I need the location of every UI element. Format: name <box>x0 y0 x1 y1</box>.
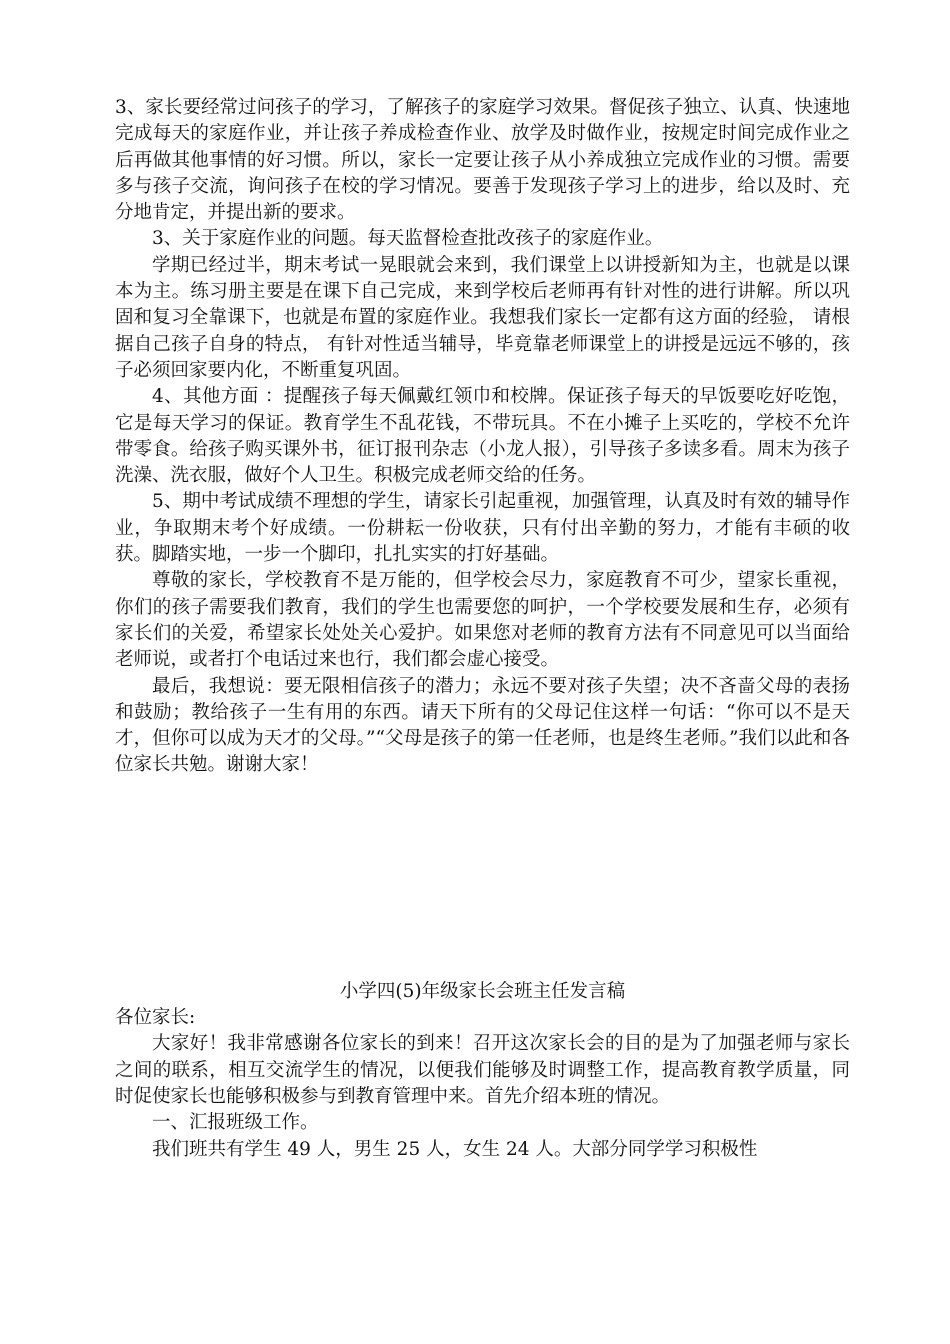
paragraph-closing-remarks: 最后，我想说：要无限相信孩子的潜力；永远不要对孩子失望；决不吝啬父母的表扬和鼓励；教给孩子一生有用的东西。请天下所有的父母记住这样一句话：“你可以不是天才，但你可以成为天才的父母。”“父母是孩子的第一任老师，也是终生老师。”我们以此和各位家长共勉。谢谢大家！ <box>115 675 850 776</box>
paragraph-school-education: 尊敬的家长，学校教育不是万能的，但学校会尽力，家庭教育不可少，望家长重视，你们的孩子需要我们教育，我们的学生也需要您的呵护，一个学校要发展和生存，必须有家长们的关爱，希望家长处处关心爱护。如果您对老师的教育方法有不同意见可以当面给老师说，或者打个电话过来也行，我们都会虚心接受。 <box>115 570 850 671</box>
salutation: 各位家长: <box>115 1007 196 1029</box>
document-page <box>115 95 850 1163</box>
paragraph-class-stats: 我们班共有学生 49 人，男生 25 人，女生 24 人。大部分同学学习积极性 <box>152 1138 758 1160</box>
section-heading-class-report: 一、汇报班级工作。 <box>152 1112 319 1134</box>
paragraph-semester-review: 学期已经过半，期末考试一晃眼就会来到，我们课堂上以讲授新知为主，也就是以课本为主。练习册主要是在课下自己完成，来到学校后老师再有针对性的进行讲解。所以巩固和复习全靠课下，也就是布置的家庭作业。我想我们家长一定都有这方面的经验， 请根据自己孩子自身的特点， 有针对性适当辅导，毕竟靠老师课堂上的讲授是远远不够的，孩子必须回家要内化，不断重复巩固。 <box>115 254 850 381</box>
page-gap <box>115 779 850 979</box>
paragraph-other-aspects: 4、其他方面 ：提醒孩子每天佩戴红领巾和校牌。保证孩子每天的早饭要吃好吃饱，它是每天学习的保证。教育学生不乱花钱，不带玩具。不在小摊子上买吃的，学校不允许带零食。给孩子购买课外书，征订报刊杂志（小龙人报），引导孩子多读多看。周末为孩子洗澡、洗衣服，做好个人卫生。积极完成老师交给的任务。 <box>115 386 850 487</box>
paragraph-greeting: 大家好！我非常感谢各位家长的到来！召开这次家长会的目的是为了加强老师与家长之间的联系，相互交流学生的情况，以便我们能够及时调整工作，提高教育教学质量，同时促使家长也能够积极参与到教育管理中来。首先介绍本班的情况。 <box>115 1033 850 1107</box>
paragraph-homework-checking: 3、家长要经常过问孩子的学习，了解孩子的家庭学习效果。督促孩子独立、认真、快速地完成每天的家庭作业，并让孩子养成检查作业、放学及时做作业，按规定时间完成作业之后再做其他事情的好习惯。所以，家长一定要让孩子从小养成独立完成作业的习惯。需要多与孩子交流，询问孩子在校的学习情况。要善于发现孩子学习上的进步，给以及时、充分地肯定，并提出新的要求。 <box>115 97 850 224</box>
speech-title: 小学四(5)年级家长会班主任发言稿 <box>339 980 626 1002</box>
paragraph-midterm-results: 5、期中考试成绩不理想的学生，请家长引起重视，加强管理，认真及时有效的辅导作业，争取期末考个好成绩。一份耕耘一份收获，只有付出辛勤的努力，才能有丰硕的收获。脚踏实地，一步一个脚印，扎扎实实的打好基础。 <box>115 491 850 566</box>
paragraph-homework-issue: 3、关于家庭作业的问题。每天监督检查批改孩子的家庭作业。 <box>152 228 664 250</box>
